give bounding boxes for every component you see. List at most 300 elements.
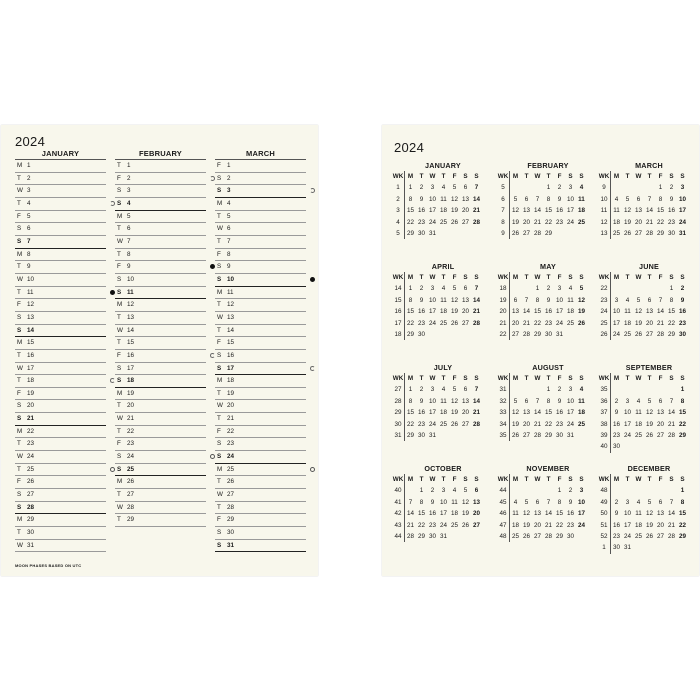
day-number: 5: [636, 296, 641, 304]
day-number: [622, 485, 633, 496]
week-number: 6: [497, 194, 510, 205]
day-number: [633, 283, 644, 294]
day-number: 29: [678, 431, 686, 439]
week-number: 50: [598, 508, 611, 519]
day-row: [15, 325, 106, 338]
day-number: [622, 441, 633, 452]
day-number: 18: [511, 521, 519, 529]
day-number: 10: [612, 308, 620, 316]
day-number: 2: [419, 386, 424, 394]
weekday-header: M: [407, 476, 414, 483]
day-row: [215, 413, 306, 426]
day-number: 10: [577, 498, 585, 506]
day-number: 20: [511, 319, 519, 327]
day-number: [576, 531, 587, 542]
weekday-header: S: [474, 375, 479, 382]
week-number-header: WK: [598, 474, 611, 485]
day-number: 7: [535, 195, 540, 203]
day-number: 21: [533, 420, 541, 428]
day-number: 3: [430, 184, 435, 192]
day-number: 25: [27, 465, 35, 473]
day-number: 22: [533, 319, 541, 327]
day-number: 22: [406, 218, 414, 226]
day-number: 17: [566, 409, 574, 417]
day-number: 7: [535, 397, 540, 405]
day-row: [215, 185, 306, 198]
day-number: 13: [461, 397, 469, 405]
day-number: 12: [511, 409, 519, 417]
day-number: 18: [577, 409, 585, 417]
year-title: 2024: [394, 140, 425, 155]
weekday-letter: M: [117, 389, 123, 397]
day-number: [521, 485, 532, 496]
day-number: 29: [656, 229, 664, 237]
day-number: 8: [546, 397, 551, 405]
day-number: 15: [555, 510, 563, 518]
day-row: [215, 261, 306, 274]
day-number: 21: [472, 207, 480, 215]
week-number: 11: [598, 205, 611, 216]
weekday-header: T: [647, 274, 652, 281]
weekday-letter: W: [217, 402, 223, 410]
week-number: 8: [497, 217, 510, 228]
day-number: 24: [27, 453, 35, 461]
day-number: [633, 441, 644, 452]
day-number: 31: [227, 541, 235, 549]
day-number: 13: [645, 308, 653, 316]
day-row: [115, 388, 206, 401]
weekday-letter: F: [17, 301, 21, 309]
day-number: 13: [472, 498, 480, 506]
day-number: 25: [577, 420, 585, 428]
day-number: 18: [566, 308, 574, 316]
day-number: 19: [511, 420, 519, 428]
day-number: 26: [623, 229, 631, 237]
day-number: 4: [441, 184, 446, 192]
weekday-letter: F: [217, 339, 221, 347]
day-number: 30: [667, 229, 675, 237]
day-row: [215, 236, 306, 249]
day-row: [15, 451, 106, 464]
weekday-letter: T: [17, 465, 21, 473]
day-number: 28: [533, 229, 541, 237]
day-number: 18: [577, 207, 585, 215]
weekday-header: F: [557, 274, 562, 281]
mini-month: [598, 464, 700, 554]
day-row: [115, 211, 206, 224]
weekday-header: T: [647, 173, 652, 180]
day-number: 17: [623, 420, 631, 428]
day-number: 1: [546, 386, 551, 394]
day-number: 13: [27, 313, 35, 321]
week-number: 48: [497, 531, 510, 542]
day-row: [115, 426, 206, 439]
day-number: 25: [577, 218, 585, 226]
weekday-header: W: [429, 476, 436, 483]
week-number: 1: [392, 182, 405, 193]
week-number: 19: [497, 295, 510, 306]
day-number: 10: [227, 275, 235, 283]
day-number: 24: [577, 521, 585, 529]
weekday-letter: M: [217, 288, 223, 296]
day-number: 23: [27, 440, 35, 448]
day-number: 26: [522, 532, 530, 540]
day-number: 3: [557, 285, 562, 293]
day-number: 14: [472, 296, 480, 304]
day-number: 3: [568, 386, 573, 394]
mini-month-name: JULY: [433, 363, 453, 372]
day-number: 13: [656, 409, 664, 417]
day-number: 12: [450, 397, 458, 405]
day-row: [15, 211, 106, 224]
day-number: [655, 441, 666, 452]
week-number: 38: [598, 419, 611, 430]
weekday-letter: F: [17, 389, 21, 397]
day-number: 27: [472, 521, 480, 529]
mini-month-name: APRIL: [431, 262, 455, 271]
day-row: [215, 527, 306, 540]
day-number: [644, 182, 655, 193]
day-number: [510, 182, 521, 193]
week-number: 30: [392, 419, 405, 430]
day-row: [15, 299, 106, 312]
weekday-letter: S: [117, 288, 122, 296]
weekday-letter: W: [17, 187, 23, 195]
day-number: 7: [408, 498, 413, 506]
day-number: [622, 384, 633, 395]
week-number: 27: [392, 384, 405, 395]
weekday-header: S: [669, 476, 674, 483]
day-number: 24: [623, 431, 631, 439]
day-row: [215, 426, 306, 439]
day-number: 29: [227, 516, 235, 524]
weekday-letter: S: [117, 275, 122, 283]
day-number: 2: [568, 487, 573, 495]
day-number: 5: [27, 212, 31, 220]
day-number: 9: [614, 510, 619, 518]
day-number: 12: [645, 510, 653, 518]
day-number: 20: [533, 521, 541, 529]
weekday-letter: T: [217, 503, 221, 511]
day-number: 1: [535, 285, 540, 293]
day-number: 18: [439, 308, 447, 316]
day-number: [460, 329, 471, 340]
day-number: 11: [624, 308, 631, 316]
day-number: 27: [461, 319, 469, 327]
day-number: 2: [614, 397, 619, 405]
day-number: 18: [623, 319, 631, 327]
day-number: 23: [555, 218, 563, 226]
day-number: 18: [634, 420, 642, 428]
day-number: 14: [667, 510, 675, 518]
weekday-letter: W: [17, 453, 23, 461]
day-number: [677, 441, 688, 452]
day-row: [115, 261, 206, 274]
weekday-letter: T: [17, 377, 21, 385]
day-number: 10: [623, 409, 631, 417]
last-quarter-moon-icon: [310, 188, 315, 193]
week-number: 4: [392, 217, 405, 228]
mini-month-name: MARCH: [635, 161, 663, 170]
day-number: 16: [417, 409, 425, 417]
day-number: 19: [227, 389, 235, 397]
day-number: [655, 542, 666, 553]
month-column-0: [15, 149, 106, 552]
day-number: 18: [450, 510, 458, 518]
day-number: [438, 430, 449, 441]
day-number: [449, 228, 460, 239]
week-number: 42: [392, 508, 405, 519]
weekday-letter: W: [17, 541, 23, 549]
week-number: 18: [497, 283, 510, 294]
weekday-letter: S: [117, 465, 122, 473]
day-number: 31: [555, 330, 563, 338]
day-number: 8: [127, 250, 131, 258]
day-row: [215, 502, 306, 515]
day-number: 22: [667, 319, 675, 327]
day-number: 21: [645, 218, 653, 226]
day-number: 24: [566, 218, 574, 226]
day-number: [622, 283, 633, 294]
week-number: 45: [497, 497, 510, 508]
mini-month-name: OCTOBER: [424, 464, 462, 473]
day-number: [449, 430, 460, 441]
week-number: 31: [392, 430, 405, 441]
day-number: 29: [533, 330, 541, 338]
weekday-header: F: [452, 274, 457, 281]
weekday-letter: S: [17, 402, 22, 410]
week-number-header: WK: [392, 373, 405, 384]
week-number: 47: [497, 520, 510, 531]
day-number: 20: [127, 402, 135, 410]
full-moon-icon: [310, 467, 315, 472]
day-number: 12: [461, 498, 469, 506]
week-number: 9: [497, 228, 510, 239]
day-number: 4: [568, 285, 573, 293]
day-number: 13: [127, 313, 135, 321]
week-number: 51: [598, 520, 611, 531]
weekday-header: F: [557, 173, 562, 180]
day-number: 27: [645, 330, 653, 338]
day-number: 27: [511, 330, 519, 338]
day-number: 9: [27, 263, 31, 271]
weekday-letter: S: [217, 187, 222, 195]
week-number: 46: [497, 508, 510, 519]
day-number: 7: [546, 498, 551, 506]
week-number: 22: [497, 329, 510, 340]
day-number: 31: [439, 532, 447, 540]
day-number: 12: [450, 296, 458, 304]
weekday-letter: M: [217, 199, 223, 207]
week-number: 36: [598, 396, 611, 407]
day-number: 3: [430, 386, 435, 394]
day-number: 11: [512, 510, 519, 518]
weekday-header: M: [512, 375, 519, 382]
day-number: 13: [522, 409, 530, 417]
day-number: 7: [127, 237, 131, 245]
day-number: 20: [472, 510, 480, 518]
day-number: 4: [513, 498, 518, 506]
day-number: 10: [678, 195, 686, 203]
week-number-header: WK: [598, 373, 611, 384]
day-number: 16: [678, 308, 686, 316]
day-number: 6: [647, 296, 652, 304]
day-number: 30: [544, 330, 552, 338]
week-number: 21: [497, 318, 510, 329]
weekday-letter: S: [17, 313, 22, 321]
day-number: [633, 485, 644, 496]
mini-month-name: SEPTEMBER: [625, 363, 673, 372]
day-number: 28: [227, 503, 235, 511]
weekday-header: T: [546, 476, 551, 483]
day-number: 30: [428, 532, 436, 540]
weekday-header: M: [613, 476, 620, 483]
day-number: 19: [645, 420, 653, 428]
day-number: [633, 384, 644, 395]
month-name: FEBRUARY: [139, 149, 182, 158]
weekday-letter: T: [217, 415, 221, 423]
day-number: 24: [555, 319, 563, 327]
day-number: 4: [441, 386, 446, 394]
weekday-letter: M: [17, 339, 23, 347]
weekday-letter: T: [117, 516, 121, 524]
day-number: 17: [612, 319, 620, 327]
weekday-letter: S: [17, 415, 22, 423]
day-number: 15: [678, 510, 686, 518]
weekday-header: S: [463, 274, 468, 281]
day-number: 13: [656, 510, 664, 518]
day-row: [15, 160, 106, 173]
day-row: [115, 502, 206, 515]
day-number: 13: [522, 207, 530, 215]
day-number: 8: [669, 296, 674, 304]
week-number: 10: [598, 194, 611, 205]
weekday-header: M: [407, 375, 414, 382]
day-number: 22: [678, 521, 686, 529]
day-number: 4: [625, 296, 630, 304]
day-number: 16: [417, 207, 425, 215]
weekday-letter: M: [17, 162, 23, 169]
day-number: 28: [472, 319, 480, 327]
day-number: 17: [555, 308, 563, 316]
day-number: 3: [614, 296, 619, 304]
day-number: 5: [452, 184, 457, 192]
day-number: 3: [27, 187, 31, 195]
new-moon-icon: [310, 277, 315, 282]
weekday-letter: M: [217, 377, 223, 385]
week-number: 52: [598, 531, 611, 542]
weekday-header: T: [647, 476, 652, 483]
day-number: [611, 384, 622, 395]
day-number: 14: [227, 326, 235, 334]
day-number: 29: [667, 330, 675, 338]
weekday-header: S: [568, 476, 573, 483]
day-row: [215, 223, 306, 236]
day-number: [460, 531, 471, 542]
day-number: 25: [623, 330, 631, 338]
day-number: 10: [428, 296, 436, 304]
day-number: [655, 384, 666, 395]
day-number: 10: [566, 397, 574, 405]
day-row: [115, 287, 206, 300]
day-number: 19: [522, 521, 530, 529]
weekday-letter: T: [117, 491, 121, 499]
day-number: 7: [669, 498, 674, 506]
day-number: 29: [544, 229, 552, 237]
weekday-letter: W: [17, 364, 23, 372]
weekday-header: M: [512, 274, 519, 281]
day-number: 30: [678, 330, 686, 338]
day-number: 2: [430, 487, 435, 495]
day-number: 25: [439, 218, 447, 226]
mini-month: [392, 161, 494, 239]
day-number: [449, 329, 460, 340]
day-number: 29: [406, 229, 414, 237]
day-number: [576, 329, 587, 340]
day-number: 3: [579, 487, 584, 495]
day-number: 14: [667, 409, 675, 417]
day-number: 9: [430, 498, 435, 506]
day-number: 22: [544, 420, 552, 428]
day-number: [471, 329, 482, 340]
day-number: 7: [227, 237, 231, 245]
day-number: 1: [227, 162, 231, 169]
day-number: 5: [513, 397, 518, 405]
day-number: 15: [544, 409, 552, 417]
day-number: 25: [511, 532, 519, 540]
day-number: 15: [127, 339, 135, 347]
mini-month: [497, 161, 599, 239]
day-number: 5: [524, 498, 529, 506]
week-number: 22: [598, 283, 611, 294]
day-row: [215, 325, 306, 338]
day-number: 16: [227, 351, 235, 359]
day-number: 23: [544, 319, 552, 327]
day-row: [15, 527, 106, 540]
day-row: [215, 388, 306, 401]
mini-month-name: NOVEMBER: [526, 464, 570, 473]
day-number: 21: [522, 319, 530, 327]
day-number: 29: [27, 516, 35, 524]
weekday-letter: W: [217, 225, 223, 233]
day-number: [622, 182, 633, 193]
day-number: [633, 542, 644, 553]
weekday-header: S: [680, 375, 685, 382]
day-number: 21: [227, 415, 235, 423]
day-row: [115, 363, 206, 376]
mini-month-days: [598, 373, 700, 453]
weekday-letter: T: [217, 326, 221, 334]
day-number: 15: [417, 510, 425, 518]
day-number: 19: [623, 218, 631, 226]
weekday-header: T: [441, 476, 446, 483]
day-number: 21: [127, 415, 135, 423]
day-row: [15, 274, 106, 287]
weekday-letter: W: [117, 503, 123, 511]
day-number: 2: [127, 174, 131, 182]
day-number: 21: [27, 415, 35, 423]
day-row: [115, 375, 206, 388]
day-row: [215, 312, 306, 325]
day-number: 25: [227, 465, 235, 473]
day-number: 20: [656, 521, 664, 529]
weekday-header: S: [568, 375, 573, 382]
day-number: 9: [419, 195, 424, 203]
day-row: [215, 274, 306, 287]
mini-month: [392, 363, 494, 441]
day-row: [15, 502, 106, 515]
day-number: 18: [27, 377, 35, 385]
